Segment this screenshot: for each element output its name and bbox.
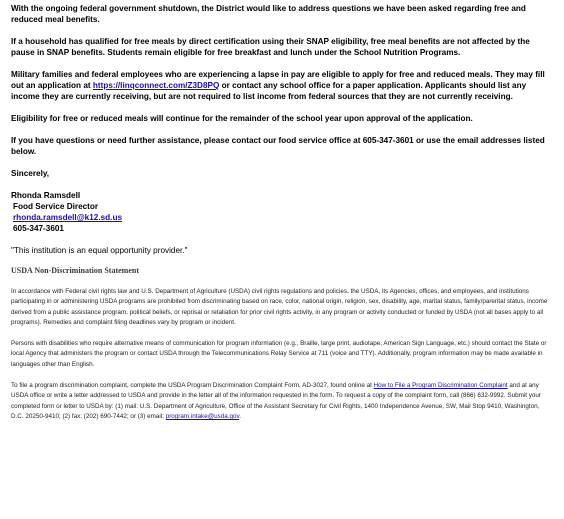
usda-paragraph-1: In accordance with Federal civil rights law and U.S. Department of Agriculture (USDA) civil rights regulations and policies, the USDA, its Agencies, offices, and employees, and institutions participating in or administering USDA programs are prohibited from discriminating based on race, color, national origin, religion, sex, disability, age, marital status, family/parental status, income derived from a public assistance program, political beliefs, or reprisal or retaliation for prior civil rights activity, in any program or activity conducted or funded by USDA (not all bases apply to all programs). Remedies and complaint filing deadlines vary by program or incident. <box>11 288 548 326</box>
usda-paragraph-3 <box>11 381 552 422</box>
eligibility-paragraph: Eligibility for free or reduced meals will continue for the remainder of the school year upon approval of the application. <box>11 114 473 123</box>
closing: Sincerely, <box>11 169 50 178</box>
military-text-before: Military families and federal employees who are experiencing a lapse in pay are eligible to apply for free and reduced meals. They may fill out an application at <box>11 70 545 90</box>
intro-paragraph: With the ongoing federal government shutdown, the District would like to address questions we have been asked regarding free and reduced meal benefits. <box>11 4 526 24</box>
application-link[interactable]: https://linqconnect.com/Z3D8PQ <box>92 81 220 90</box>
military-text-after: or contact any school office for a paper application. Applicants should list any income they are currently receiving, but are not required to list income from federal sources that they are not currently receiving. <box>11 81 527 101</box>
equal-opportunity-statement: "This institution is an equal opportunity provider." <box>11 246 188 255</box>
usda-p3-before: To file a program discrimination complaint, complete the USDA Program Discrimination Complaint Form, AD-3027, found online at <box>11 382 374 390</box>
questions-paragraph: If you have questions or need further assistance, please contact our food service office at 605-347-3601 or use the email addresses listed below. <box>11 136 545 156</box>
usda-heading: USDA Non-Discrimination Statement <box>11 266 139 275</box>
signature-name: Rhonda Ramsdell <box>11 191 81 200</box>
usda-p3-middle: and at any USDA office or write a letter addressed to USDA and provide in the letter all of the information requested in the form. To request a copy of the complaint form, call (866) 632-9992. Submit your completed form or letter to USDA by: (1) mail: U.S. Department of Agriculture, Office of the Assistant Secretary for Civil Rights, 1400 Independence Avenue, SW, Mail Stop 9410, Washington, D.C. 20250-9410; (2) fax: (202) 690-7442; or (3) email: <box>11 382 542 420</box>
military-paragraph <box>11 69 552 102</box>
complaint-form-link[interactable]: How to File a Program Discrimination Complaint <box>373 382 508 390</box>
signature-title: Food Service Director <box>13 202 99 211</box>
signature-email-link[interactable]: rhonda.ramsdell@k12.sd.us <box>13 213 123 222</box>
program-intake-email-link[interactable]: program.intake@usda.gov <box>165 412 240 420</box>
usda-paragraph-2: Persons with disabilities who require alternative means of communication for program information (e.g., Braille, large print, audiotape, American Sign Language, etc.) should contact the State or local Agency that administers the program or contact USDA through the Telecommunications Relay Service at 711 (voice and TTY). Additionally, program information may be made available in languages other than English. <box>11 340 547 368</box>
signature-email-line <box>11 212 552 223</box>
snap-paragraph: If a household has qualified for free meals by direct certification using their SNAP eligibility, free meal benefits are not affected by the pause in SNAP benefits. Students remain eligible for free breakfast and lunch under the School Nutrition Programs. <box>11 37 530 57</box>
signature-phone: 605-347-3601 <box>13 224 64 233</box>
usda-p3-end: . <box>239 412 241 420</box>
